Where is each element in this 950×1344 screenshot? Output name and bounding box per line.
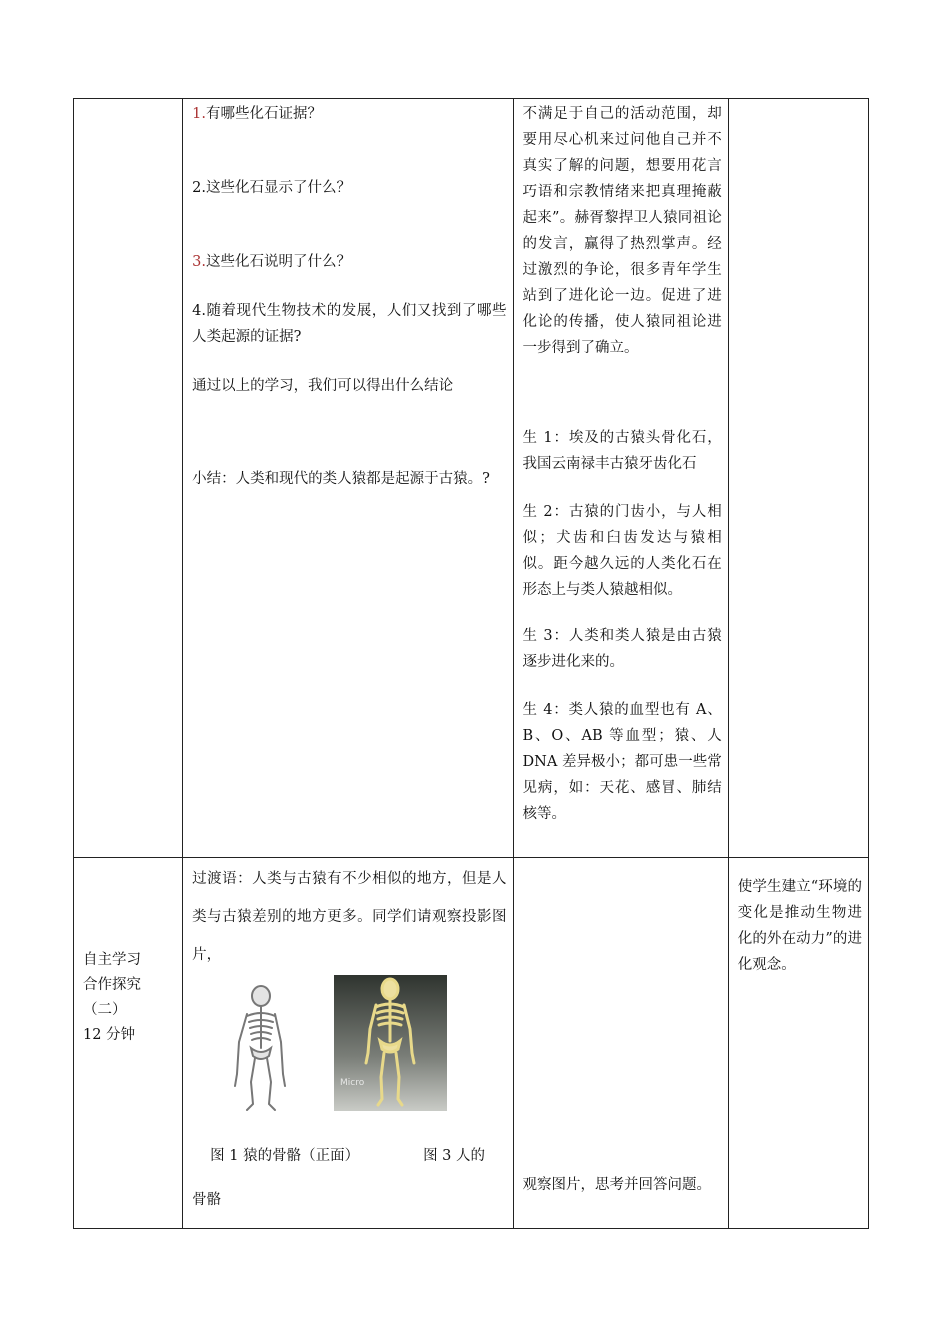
- question-3: [192, 249, 506, 275]
- question-number: 1.: [192, 106, 206, 122]
- table-row: [74, 99, 869, 858]
- stage-cell: [74, 858, 183, 1229]
- student-activity-cell: [513, 99, 728, 858]
- transition-text: 过渡语：人类与古猿有不少相似的地方，但是人类与古猿差别的地方更多。同学们请观察投影图片，: [192, 871, 507, 963]
- design-intent-cell: [728, 858, 868, 1229]
- stage-cell-empty: [74, 99, 183, 858]
- summary-text: 小结：人类和现代的类人猿都是起源于古猿。?: [192, 471, 490, 487]
- conclusion-question: 通过以上的学习，我们可以得出什么结论: [192, 378, 454, 394]
- student-activity-text: 观察图片，思考并回答问题。: [522, 1177, 712, 1193]
- student-paragraph: 不满足于自己的活动范围，却要用尽心机来过问他自己并不真实了解的问题，想要用花言巧语和宗教情绪来把真理掩蔽起来”。赫胥黎捍卫人猿同祖论的发言，赢得了热烈掌声。经过激烈的争论，很多青年学生站到了进化论一边。促进了进化论的传播，使人猿同祖论进一步得到了确立。: [522, 106, 722, 356]
- design-intent-cell-empty: [728, 99, 868, 858]
- stage-label: [83, 948, 141, 1048]
- student-answer-3: 生 3：人类和类人猿是由古猿逐步进化来的。: [522, 628, 722, 670]
- student-answer-4: 生 4：类人猿的血型也有 A、B、O、AB 等血型；猿、人 DNA 差异极小；都可患一些常见病，如：天花、感冒、肺结核等。: [522, 702, 722, 822]
- teacher-activity-cell: [183, 99, 513, 858]
- student-answer-2: 生 2：古猿的门齿小，与人相似；犬齿和臼齿发达与猿相似。距今越久远的人类化石在形态上与类人猿越相似。: [522, 504, 722, 598]
- table-row: [74, 858, 869, 1229]
- stage-line: 合作探究: [83, 977, 141, 993]
- question-1: [192, 101, 506, 127]
- teacher-activity-cell: [183, 858, 513, 1229]
- figure-caption-continued: 骨骼: [192, 1191, 222, 1208]
- human-skeleton-image: [334, 975, 447, 1111]
- ape-skeleton-image: [223, 982, 293, 1114]
- stage-line: 自主学习: [83, 952, 141, 968]
- question-text: 有哪些化石证据？: [205, 106, 322, 122]
- design-intent-text: 使学生建立“环境的变化是推动生物进化的外在动力”的进化观念。: [737, 879, 862, 973]
- image-watermark: Micro: [340, 1078, 365, 1088]
- lesson-plan-table: [73, 98, 869, 1229]
- student-answer-1: 生 1：埃及的古猿头骨化石，我国云南禄丰古猿牙齿化石: [522, 430, 722, 472]
- question-text: 这些化石说明了什么？: [205, 254, 351, 270]
- question-number: 3.: [192, 254, 206, 270]
- question-2: 2.这些化石显示了什么？: [192, 180, 351, 196]
- figure-caption-ape: 图 1 猿的骨骼（正面）: [210, 1147, 360, 1164]
- student-activity-cell: [513, 858, 728, 1229]
- stage-line: 12 分钟: [83, 1027, 136, 1043]
- figure-captions: [192, 1143, 506, 1169]
- figure-caption-human: 图 3 人的: [423, 1147, 486, 1164]
- stage-line: （二）: [83, 1002, 127, 1018]
- question-4: 4.随着现代生物技术的发展，人们又找到了哪些人类起源的证据?: [192, 303, 507, 345]
